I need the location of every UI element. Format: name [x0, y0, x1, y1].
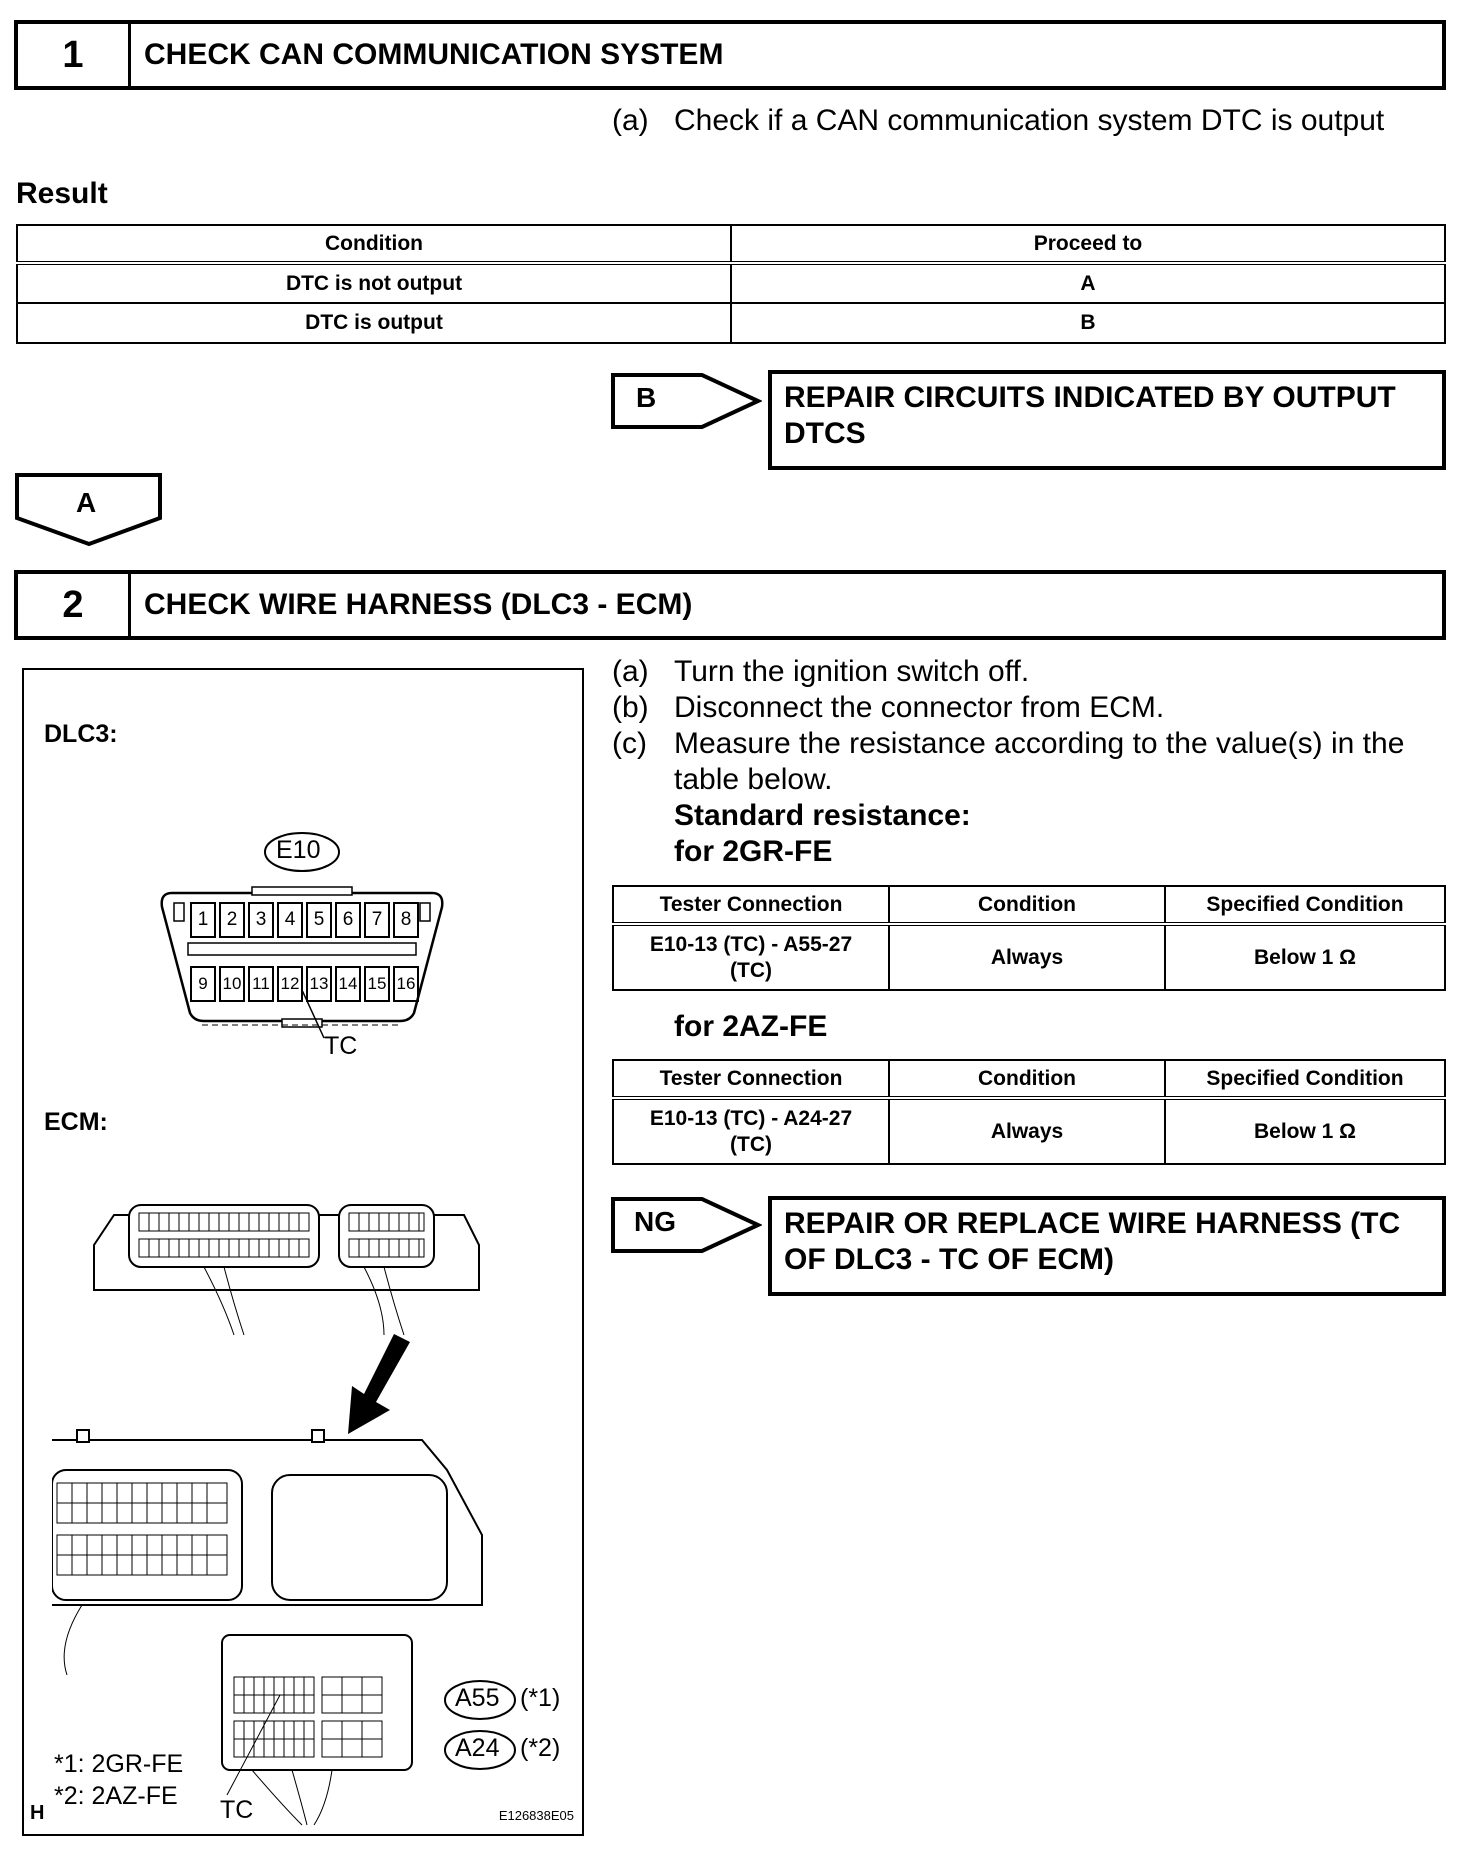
- ecm-tc-label: TC: [220, 1796, 254, 1824]
- result-cell: DTC is not output: [17, 263, 731, 303]
- branch-ng-line1: REPAIR OR REPLACE WIRE HARNESS (TC: [784, 1207, 1401, 1240]
- branch-ng-label: NG: [634, 1206, 676, 1237]
- a55-note: (*1): [520, 1684, 561, 1712]
- pin: 16: [393, 966, 419, 1002]
- col-header: Specified Condition: [1165, 1060, 1445, 1098]
- result-table: [16, 224, 1446, 344]
- col-header: Condition: [889, 1060, 1165, 1098]
- tester-connection-cell: [613, 1098, 889, 1164]
- result-cell: DTC is output: [17, 303, 731, 343]
- instruction-text: Turn the ignition switch off.: [674, 655, 1030, 688]
- pin: 2: [219, 902, 245, 938]
- result-cell: A: [731, 263, 1445, 303]
- branch-a-label: A: [76, 487, 97, 518]
- standard-resistance-label: Standard resistance:: [674, 799, 971, 832]
- table-row: [17, 303, 1445, 343]
- step-1-number: 1: [18, 24, 131, 86]
- pin: 3: [248, 902, 274, 938]
- col-header: Specified Condition: [1165, 886, 1445, 924]
- instruction-label: (a): [612, 104, 649, 137]
- ecm-connector-icon: [84, 1195, 484, 1345]
- step-2-number: 2: [18, 574, 131, 636]
- note-2gr: *1: 2GR-FE: [54, 1750, 184, 1778]
- resistance-table-2az: [612, 1059, 1446, 1165]
- table-row: [613, 1098, 1445, 1164]
- a24-label: A24: [455, 1734, 500, 1762]
- tester-connection-cell: [613, 924, 889, 990]
- note-2az: *2: 2AZ-FE: [54, 1782, 178, 1810]
- instruction-label: (c): [612, 727, 647, 760]
- dlc3-pins-top: [190, 902, 419, 938]
- conn-line1: E10-13 (TC) - A24-27: [649, 1106, 853, 1130]
- instruction-label: (b): [612, 691, 649, 724]
- step-2-instructions: [612, 654, 1442, 870]
- figure-corner-h: H: [30, 1802, 45, 1824]
- pin: 15: [364, 966, 390, 1002]
- instruction-text: Disconnect the connector from ECM.: [674, 691, 1165, 724]
- result-header-condition: Condition: [17, 225, 731, 263]
- result-header-proceed: Proceed to: [731, 225, 1445, 263]
- step-2-header: [14, 570, 1446, 640]
- dlc3-label: DLC3:: [44, 720, 118, 748]
- conn-line1: E10-13 (TC) - A55-27: [649, 932, 853, 956]
- instruction-text: Measure the resistance according to the value(s) in the: [674, 727, 1405, 760]
- for-2az-label: for 2AZ-FE: [674, 1010, 828, 1043]
- pin: 6: [335, 902, 361, 938]
- pin: 14: [335, 966, 361, 1002]
- pin: 12: [277, 966, 303, 1002]
- result-cell: B: [731, 303, 1445, 343]
- resistance-table-2gr: [612, 885, 1446, 991]
- step-1-instruction-a: [612, 103, 1384, 139]
- spec-cell: Below 1 Ω: [1165, 1098, 1445, 1164]
- e10-label: E10: [276, 836, 321, 864]
- dlc3-tc-label: TC: [324, 1032, 358, 1060]
- a24-note: (*2): [520, 1734, 561, 1762]
- connector-figure: [22, 668, 584, 1836]
- table-row: [17, 263, 1445, 303]
- pin: 4: [277, 902, 303, 938]
- step-2-title: CHECK WIRE HARNESS (DLC3 - ECM): [144, 588, 693, 621]
- figure-code: E126838E05: [498, 1808, 574, 1823]
- branch-b-line1: REPAIR CIRCUITS INDICATED BY OUTPUT: [784, 381, 1396, 414]
- pin: 9: [190, 966, 216, 1002]
- condition-cell: Always: [889, 1098, 1165, 1164]
- branch-ng-line2: OF DLC3 - TC OF ECM): [784, 1243, 1114, 1276]
- spec-cell: Below 1 Ω: [1165, 924, 1445, 990]
- pin: 5: [306, 902, 332, 938]
- col-header: Condition: [889, 886, 1165, 924]
- pin: 11: [248, 966, 274, 1002]
- step-1-header: [14, 20, 1446, 90]
- branch-b-arrow-icon: [610, 372, 762, 430]
- step-2-instruction-c-cont: [612, 762, 1442, 798]
- conn-line2: (TC): [730, 958, 772, 982]
- for-2gr-label: for 2GR-FE: [674, 835, 833, 868]
- instruction-label: (a): [612, 655, 649, 688]
- branch-ng-arrow-icon: [610, 1196, 762, 1254]
- pin: 1: [190, 902, 216, 938]
- pin: 8: [393, 902, 419, 938]
- branch-b-outcome: [768, 370, 1446, 470]
- instruction-text: table below.: [674, 763, 833, 796]
- conn-line2: (TC): [730, 1132, 772, 1156]
- result-heading: Result: [16, 177, 108, 210]
- pin-tc: 13: [306, 966, 332, 1002]
- col-header: Tester Connection: [613, 886, 889, 924]
- branch-b-label: B: [636, 382, 657, 413]
- step-2-instruction-c: [612, 726, 1442, 762]
- table-row: [613, 924, 1445, 990]
- a55-label: A55: [455, 1684, 500, 1712]
- ecm-label: ECM:: [44, 1108, 108, 1136]
- pin: 10: [219, 966, 245, 1002]
- step-2-instruction-a: [612, 654, 1442, 690]
- condition-cell: Always: [889, 924, 1165, 990]
- step-2-instruction-b: [612, 690, 1442, 726]
- step-1-title: CHECK CAN COMMUNICATION SYSTEM: [144, 38, 724, 71]
- branch-ng-outcome: [768, 1196, 1446, 1296]
- col-header: Tester Connection: [613, 1060, 889, 1098]
- branch-b-line2: DTCS: [784, 417, 866, 450]
- instruction-text: Check if a CAN communication system DTC is output: [674, 104, 1385, 137]
- pin: 7: [364, 902, 390, 938]
